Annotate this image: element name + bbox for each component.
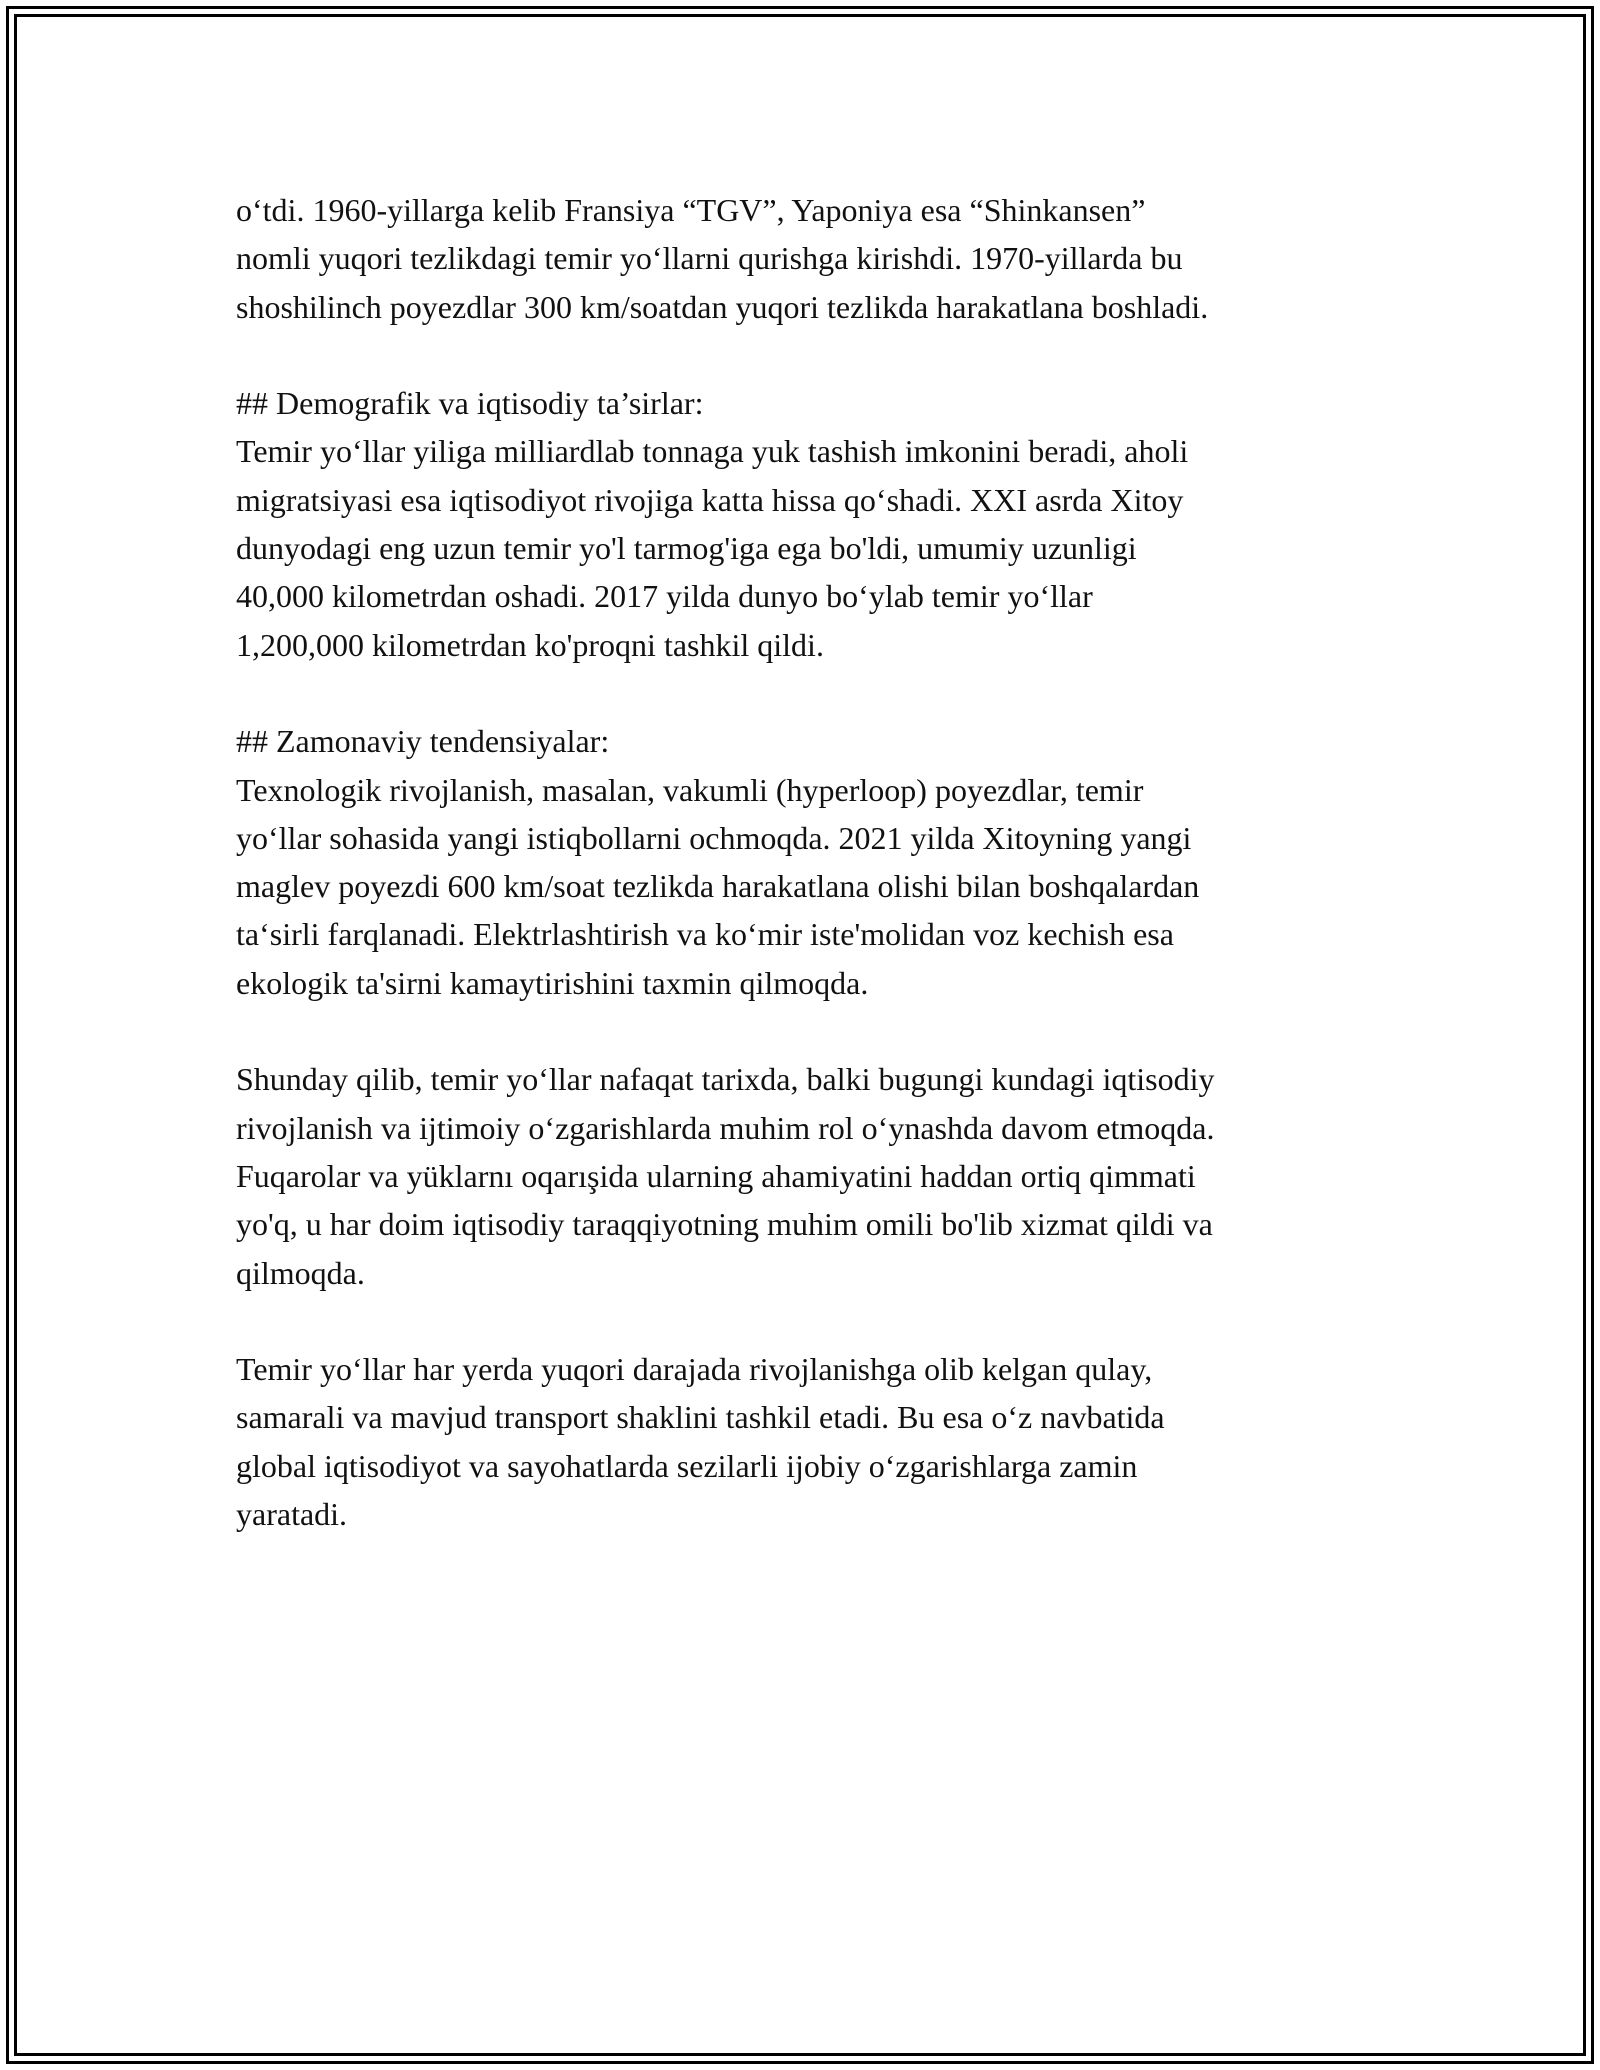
text-line: Shunday qilib, temir yo‘llar nafaqat tarixda, balki bugungi kundagi iqtisodiy bbox=[236, 1061, 1215, 1098]
text-line: yo‘llar sohasida yangi istiqbollarni ochmoqda. 2021 yilda Xitoyning yangi bbox=[236, 819, 1192, 856]
paragraph-conclusion bbox=[236, 1055, 1386, 1296]
text-line: samarali va mavjud transport shaklini tashkil etadi. Bu esa o‘z navbatida bbox=[236, 1399, 1165, 1436]
text-line: global iqtisodiyot va sayohatlarda sezilarli ijobiy o‘zgarishlarga zamin bbox=[236, 1447, 1138, 1484]
text-line: Texnologik rivojlanish, masalan, vakumli (hyperloop) poyezdlar, temir bbox=[236, 771, 1144, 808]
text-line: Temir yo‘llar yiliga milliardlab tonnaga yuk tashish imkonini beradi, aholi bbox=[236, 433, 1189, 470]
text-line: dunyodagi eng uzun temir yo'l tarmog'iga ega bo'ldi, umumiy uzunligi bbox=[236, 530, 1137, 567]
text-line: maglev poyezdi 600 km/soat tezlikda harakatlana olishi bilan boshqalardan bbox=[236, 868, 1200, 905]
text-line: qilmoqda. bbox=[236, 1254, 365, 1291]
text-line: 40,000 kilometrdan oshadi. 2017 yilda dunyo bo‘ylab temir yo‘llar bbox=[236, 578, 1093, 615]
document-body bbox=[236, 186, 1386, 1538]
text-line: shoshilinch poyezdlar 300 km/soatdan yuqori tezlikda harakatlana boshladi. bbox=[236, 288, 1209, 325]
text-line: migratsiyasi esa iqtisodiyot rivojiga katta hissa qo‘shadi. XXI asrda Xitoy bbox=[236, 481, 1184, 518]
text-line: yo'q, u har doim iqtisodiy taraqqiyotning muhim omili bo'lib xizmat qildi va bbox=[236, 1206, 1213, 1243]
text-line: ekologik ta'sirni kamaytirishini taxmin qilmoqda. bbox=[236, 964, 869, 1001]
text-line: Temir yo‘llar har yerda yuqori darajada rivojlanishga olib kelgan qulay, bbox=[236, 1351, 1153, 1388]
text-line: ta‘sirli farqlanadi. Elektrlashtirish va ko‘mir iste'molidan voz kechish esa bbox=[236, 916, 1174, 953]
text-line: Fuqarolar va yüklarnı oqarışida ularning ahamiyatini haddan ortiq qimmati bbox=[236, 1157, 1196, 1194]
section-heading: ## Demografik va iqtisodiy ta’sirlar: bbox=[236, 385, 704, 422]
section-demographic bbox=[236, 379, 1386, 669]
paragraph-final bbox=[236, 1345, 1386, 1538]
text-line: 1,200,000 kilometrdan ko'proqni tashkil qildi. bbox=[236, 626, 824, 663]
text-line: yaratadi. bbox=[236, 1496, 348, 1533]
text-line: nomli yuqori tezlikdagi temir yo‘llarni qurishga kirishdi. 1970-yillarda bu bbox=[236, 240, 1183, 277]
text-line: o‘tdi. 1960-yillarga kelib Fransiya “TGV”, Yaponiya esa “Shinkansen” bbox=[236, 192, 1146, 228]
text-line: rivojlanish va ijtimoiy o‘zgarishlarda muhim rol o‘ynashda davom etmoqda. bbox=[236, 1109, 1215, 1146]
section-modern-trends bbox=[236, 717, 1386, 1007]
section-heading: ## Zamonaviy tendensiyalar: bbox=[236, 723, 610, 760]
paragraph-intro bbox=[236, 186, 1386, 331]
